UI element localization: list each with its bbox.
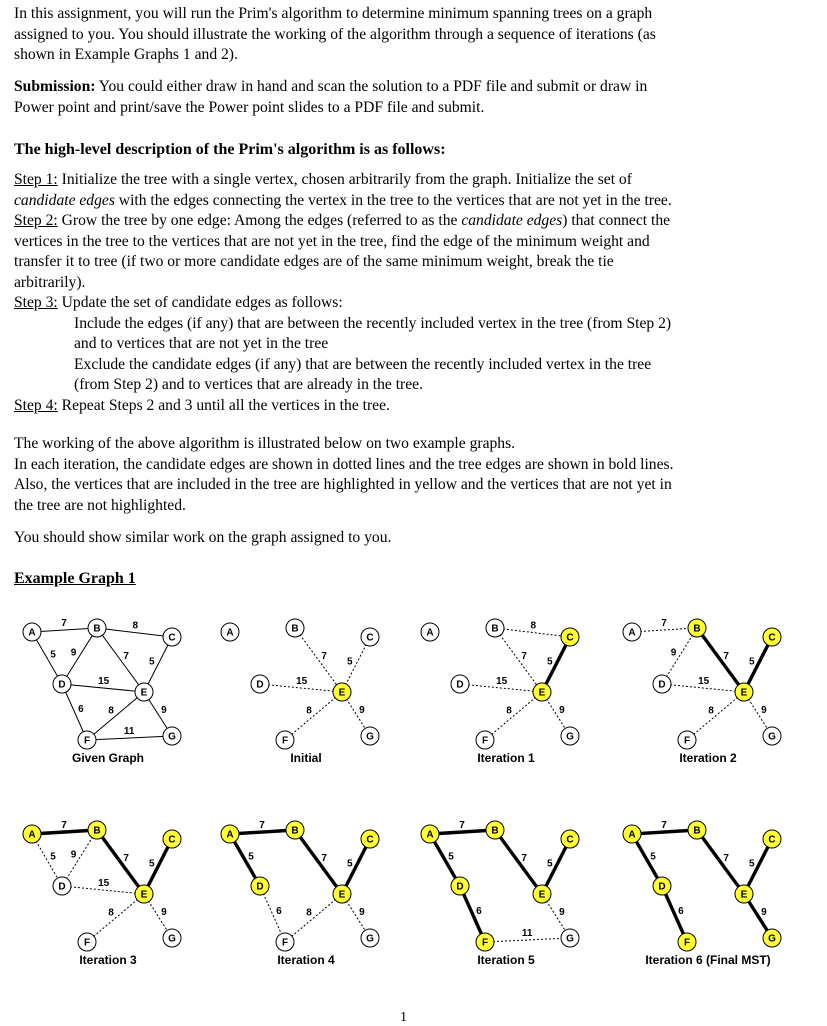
page-number: 1	[400, 1010, 407, 1025]
candidate-edge	[285, 894, 342, 942]
edge-weight-label: 5	[748, 858, 755, 870]
panel-caption: Iteration 1	[477, 751, 535, 765]
vertex-label: F	[683, 937, 691, 949]
algorithm-heading: The high-level description of the Prim's algorithm is as follows:	[14, 141, 446, 158]
edge-weight-label: 8	[530, 620, 537, 632]
graph-panel	[623, 820, 781, 967]
vertex-label: G	[566, 731, 574, 743]
edge-weight-label: 9	[559, 907, 565, 919]
edge-weight-label: 8	[132, 620, 139, 632]
step-4-text: Repeat Steps 2 and 3 until all the vertices in the tree.	[57, 396, 390, 414]
candidate-edge	[485, 692, 542, 740]
panel-caption: Iteration 3	[79, 953, 137, 967]
vertex-label: E	[740, 889, 748, 901]
instruction-line: You should show similar work on the graph assigned to you.	[14, 529, 392, 546]
working-paragraph	[14, 434, 814, 516]
edge-weight-label: 9	[761, 705, 767, 717]
step-3-exclude: (from Step 2) and to vertices that are already in the tree.	[74, 376, 423, 393]
edge-weight-label: 5	[148, 858, 155, 870]
edge-weight-label: 9	[161, 705, 167, 717]
step-3-text: Update the set of candidate edges as follows:	[57, 294, 343, 311]
vertex-label: B	[693, 623, 701, 635]
vertex-label: D	[658, 679, 666, 691]
edge-weight-label: 9	[559, 705, 565, 717]
vertex-label: C	[566, 834, 574, 846]
edge-weight-label: 5	[148, 656, 155, 668]
working-line: In each iteration, the candidate edges are shown in dotted lines and the tree edges are shown in bold lines.	[14, 455, 674, 473]
candidate-edge	[285, 692, 342, 740]
vertex-label: C	[168, 632, 176, 644]
edge-weight-label: 7	[123, 650, 129, 662]
vertex-label: C	[768, 834, 776, 846]
candidate-edge	[87, 894, 144, 942]
vertex-label: G	[768, 731, 776, 743]
step-3-include: Include the edges (if any) that are between the recently included vertex in the tree (from Step 2)	[74, 314, 672, 332]
edge-weight-label: 9	[359, 907, 365, 919]
vertex-label: D	[658, 881, 666, 893]
vertex-label: F	[481, 735, 489, 747]
edge-weight-label: 7	[521, 650, 527, 662]
vertex-label: D	[58, 881, 66, 893]
edge-weight-label: 5	[748, 656, 755, 668]
edge-weight-label: 7	[61, 820, 67, 832]
vertex-label: G	[566, 933, 574, 945]
submission-paragraph	[14, 77, 814, 118]
vertex-label: D	[256, 881, 264, 893]
vertex-label: A	[426, 627, 434, 639]
vertex-label: G	[768, 933, 776, 945]
vertex-label: B	[93, 825, 101, 837]
vertex-label: A	[628, 627, 636, 639]
vertex-label: A	[28, 627, 36, 639]
step-2-text: arbitrarily).	[14, 273, 86, 291]
vertex-label: F	[281, 735, 289, 747]
example-graph-figures	[0, 590, 827, 970]
edge-weight-label: 6	[276, 906, 282, 918]
step-1-text: Initialize the tree with a single vertex, chosen arbitrarily from the graph. Initialize the set of	[57, 171, 632, 188]
tree-edge	[697, 830, 744, 894]
vertex-label: B	[291, 825, 299, 837]
candidate-edge	[62, 830, 97, 886]
vertex-label: A	[426, 829, 434, 841]
panel-caption: Iteration 5	[477, 953, 535, 967]
vertex-label: C	[768, 632, 776, 644]
vertex-label: E	[740, 687, 748, 699]
vertex-label: F	[281, 937, 289, 949]
step-2-text: Grow the tree by one edge: Among the edges (referred to as the	[57, 212, 462, 229]
graph-panel	[623, 618, 781, 765]
edge-weight-label: 11	[521, 928, 533, 940]
vertex-label: C	[366, 632, 374, 644]
submission-label: Submission:	[14, 78, 96, 95]
vertex-label: B	[491, 623, 499, 635]
edge-weight-label: 8	[108, 907, 114, 919]
candidate-edge	[662, 628, 697, 684]
intro-line: shown in Example Graphs 1 and 2).	[14, 46, 238, 63]
vertex-label: F	[481, 937, 489, 949]
edge-weight-label: 7	[123, 852, 129, 864]
panel-caption: Given Graph	[71, 751, 145, 765]
vertex-label: E	[538, 687, 546, 699]
working-line: the tree are not highlighted.	[14, 496, 186, 514]
graph-panel	[221, 820, 379, 967]
vertex-label: A	[628, 829, 636, 841]
step-3-label: Step 3:	[14, 294, 58, 311]
vertex-label: D	[58, 679, 66, 691]
edge-weight-label: 5	[650, 851, 656, 863]
edge-weight-label: 5	[546, 656, 553, 668]
vertex-label: F	[83, 937, 91, 949]
candidate-edges-term: candidate edges	[461, 212, 563, 229]
step-2-text: vertices in the tree to the vertices that are not yet in the tree, find the edge of the minimum weight and	[14, 232, 650, 250]
edge-weight-label: 5	[50, 851, 56, 863]
edge-weight-label: 5	[346, 656, 353, 668]
panel-caption: Iteration 6 (Final MST)	[645, 953, 771, 967]
step-2-text: ) that connect the	[562, 212, 671, 229]
step-1-label: Step 1:	[14, 171, 58, 188]
edge-weight-label: 15	[496, 676, 508, 688]
vertex-label: E	[538, 889, 546, 901]
edge-weight-label: 8	[708, 705, 714, 717]
step-3-exclude: Exclude the candidate edges (if any) that are between the recently included vertex in the tree	[74, 355, 652, 373]
vertex-label: D	[456, 881, 464, 893]
step-2-text: transfer it to tree (if two or more candidate edges are of the same minimum weight, break the tie	[14, 253, 614, 270]
vertex-label: A	[226, 829, 234, 841]
vertex-label: D	[256, 679, 264, 691]
edge-weight-label: 8	[506, 705, 512, 717]
vertex-label: B	[491, 825, 499, 837]
edge-weight-label: 5	[346, 858, 353, 870]
step-4-label: Step 4:	[14, 396, 58, 414]
tree-edge	[495, 830, 542, 894]
vertex-label: B	[93, 623, 101, 635]
edge-weight-label: 5	[248, 851, 254, 863]
intro-paragraph	[14, 4, 814, 66]
vertex-label: A	[226, 627, 234, 639]
candidate-edges-term: candidate edges	[14, 191, 115, 209]
edge-weight-label: 6	[678, 906, 684, 918]
vertex-label: E	[338, 889, 346, 901]
vertex-label: F	[83, 735, 91, 747]
panel-caption: Iteration 2	[679, 751, 737, 765]
edge-weight-label: 7	[321, 650, 327, 662]
submission-text: Power point and print/save the Power point slides to a PDF file and submit.	[14, 98, 485, 116]
edge-weight-label: 9	[161, 907, 167, 919]
vertex-label: E	[338, 687, 346, 699]
graph-panel	[421, 619, 579, 765]
vertex-label: C	[366, 834, 374, 846]
graph-edge	[62, 628, 97, 684]
intro-line: In this assignment, you will run the Prim's algorithm to determine minimum spanning trees on a graph	[14, 5, 653, 22]
panel-caption: Iteration 4	[277, 953, 335, 967]
edge-weight-label: 11	[123, 726, 135, 738]
vertex-label: G	[366, 933, 374, 945]
step-1-text: with the edges connecting the vertex in the tree to the vertices that are not yet in the tree.	[114, 191, 672, 209]
edge-weight-label: 9	[70, 647, 77, 659]
step-3-include: and to vertices that are not yet in the tree	[74, 335, 329, 352]
edge-weight-label: 9	[359, 705, 365, 717]
edge-weight-label: 5	[448, 851, 454, 863]
candidate-edge	[687, 692, 744, 740]
vertex-label: E	[140, 687, 148, 699]
panel-caption: Initial	[290, 751, 322, 765]
edge-weight-label: 15	[98, 676, 110, 688]
edge-weight-label: 8	[306, 705, 312, 717]
vertex-label: G	[168, 933, 176, 945]
edge-weight-label: 9	[70, 849, 77, 861]
submission-text: You could either draw in hand and scan the solution to a PDF file and submit or draw in	[95, 78, 648, 95]
edge-weight-label: 5	[50, 649, 56, 661]
edge-weight-label: 7	[723, 650, 729, 662]
edge-weight-label: 8	[108, 705, 114, 717]
edge-weight-label: 7	[459, 820, 465, 832]
edge-weight-label: 7	[723, 852, 729, 864]
intro-line: assigned to you. You should illustrate the working of the algorithm through a sequence of iterations (as	[14, 25, 656, 43]
tree-edge	[295, 830, 342, 894]
edge-weight-label: 7	[521, 852, 527, 864]
algorithm-steps	[14, 170, 814, 416]
edge-weight-label: 8	[306, 907, 312, 919]
vertex-label: G	[366, 731, 374, 743]
vertex-label: A	[28, 829, 36, 841]
graph-panel	[221, 619, 379, 765]
edge-weight-label: 15	[296, 676, 308, 688]
edge-weight-label: 7	[259, 820, 265, 832]
vertex-label: G	[168, 731, 176, 743]
graph-panel	[23, 820, 181, 967]
working-line: Also, the vertices that are included in the tree are highlighted in yellow and the vertices that are not yet in	[14, 476, 672, 493]
edge-weight-label: 7	[61, 618, 67, 630]
vertex-label: E	[140, 889, 148, 901]
edge-weight-label: 9	[761, 907, 767, 919]
vertex-label: D	[456, 679, 464, 691]
step-2-label: Step 2:	[14, 212, 58, 229]
edge-weight-label: 5	[546, 858, 553, 870]
vertex-label: C	[168, 834, 176, 846]
example-graph-title: Example Graph 1	[14, 570, 136, 587]
vertex-label: C	[566, 632, 574, 644]
graph-edge	[87, 692, 144, 740]
edge-weight-label: 7	[321, 852, 327, 864]
edge-weight-label: 7	[661, 820, 667, 832]
edge-weight-label: 9	[670, 647, 677, 659]
edge-weight-label: 7	[661, 618, 667, 630]
working-line: The working of the above algorithm is illustrated below on two example graphs.	[14, 435, 516, 452]
edge-weight-label: 15	[98, 878, 110, 890]
edge-weight-label: 6	[476, 906, 482, 918]
vertex-label: F	[683, 735, 691, 747]
graph-panel	[421, 820, 579, 967]
vertex-label: B	[693, 825, 701, 837]
graph-panel	[23, 618, 181, 765]
edge-weight-label: 6	[78, 704, 84, 716]
edge-weight-label: 15	[698, 676, 710, 688]
vertex-label: B	[291, 623, 299, 635]
